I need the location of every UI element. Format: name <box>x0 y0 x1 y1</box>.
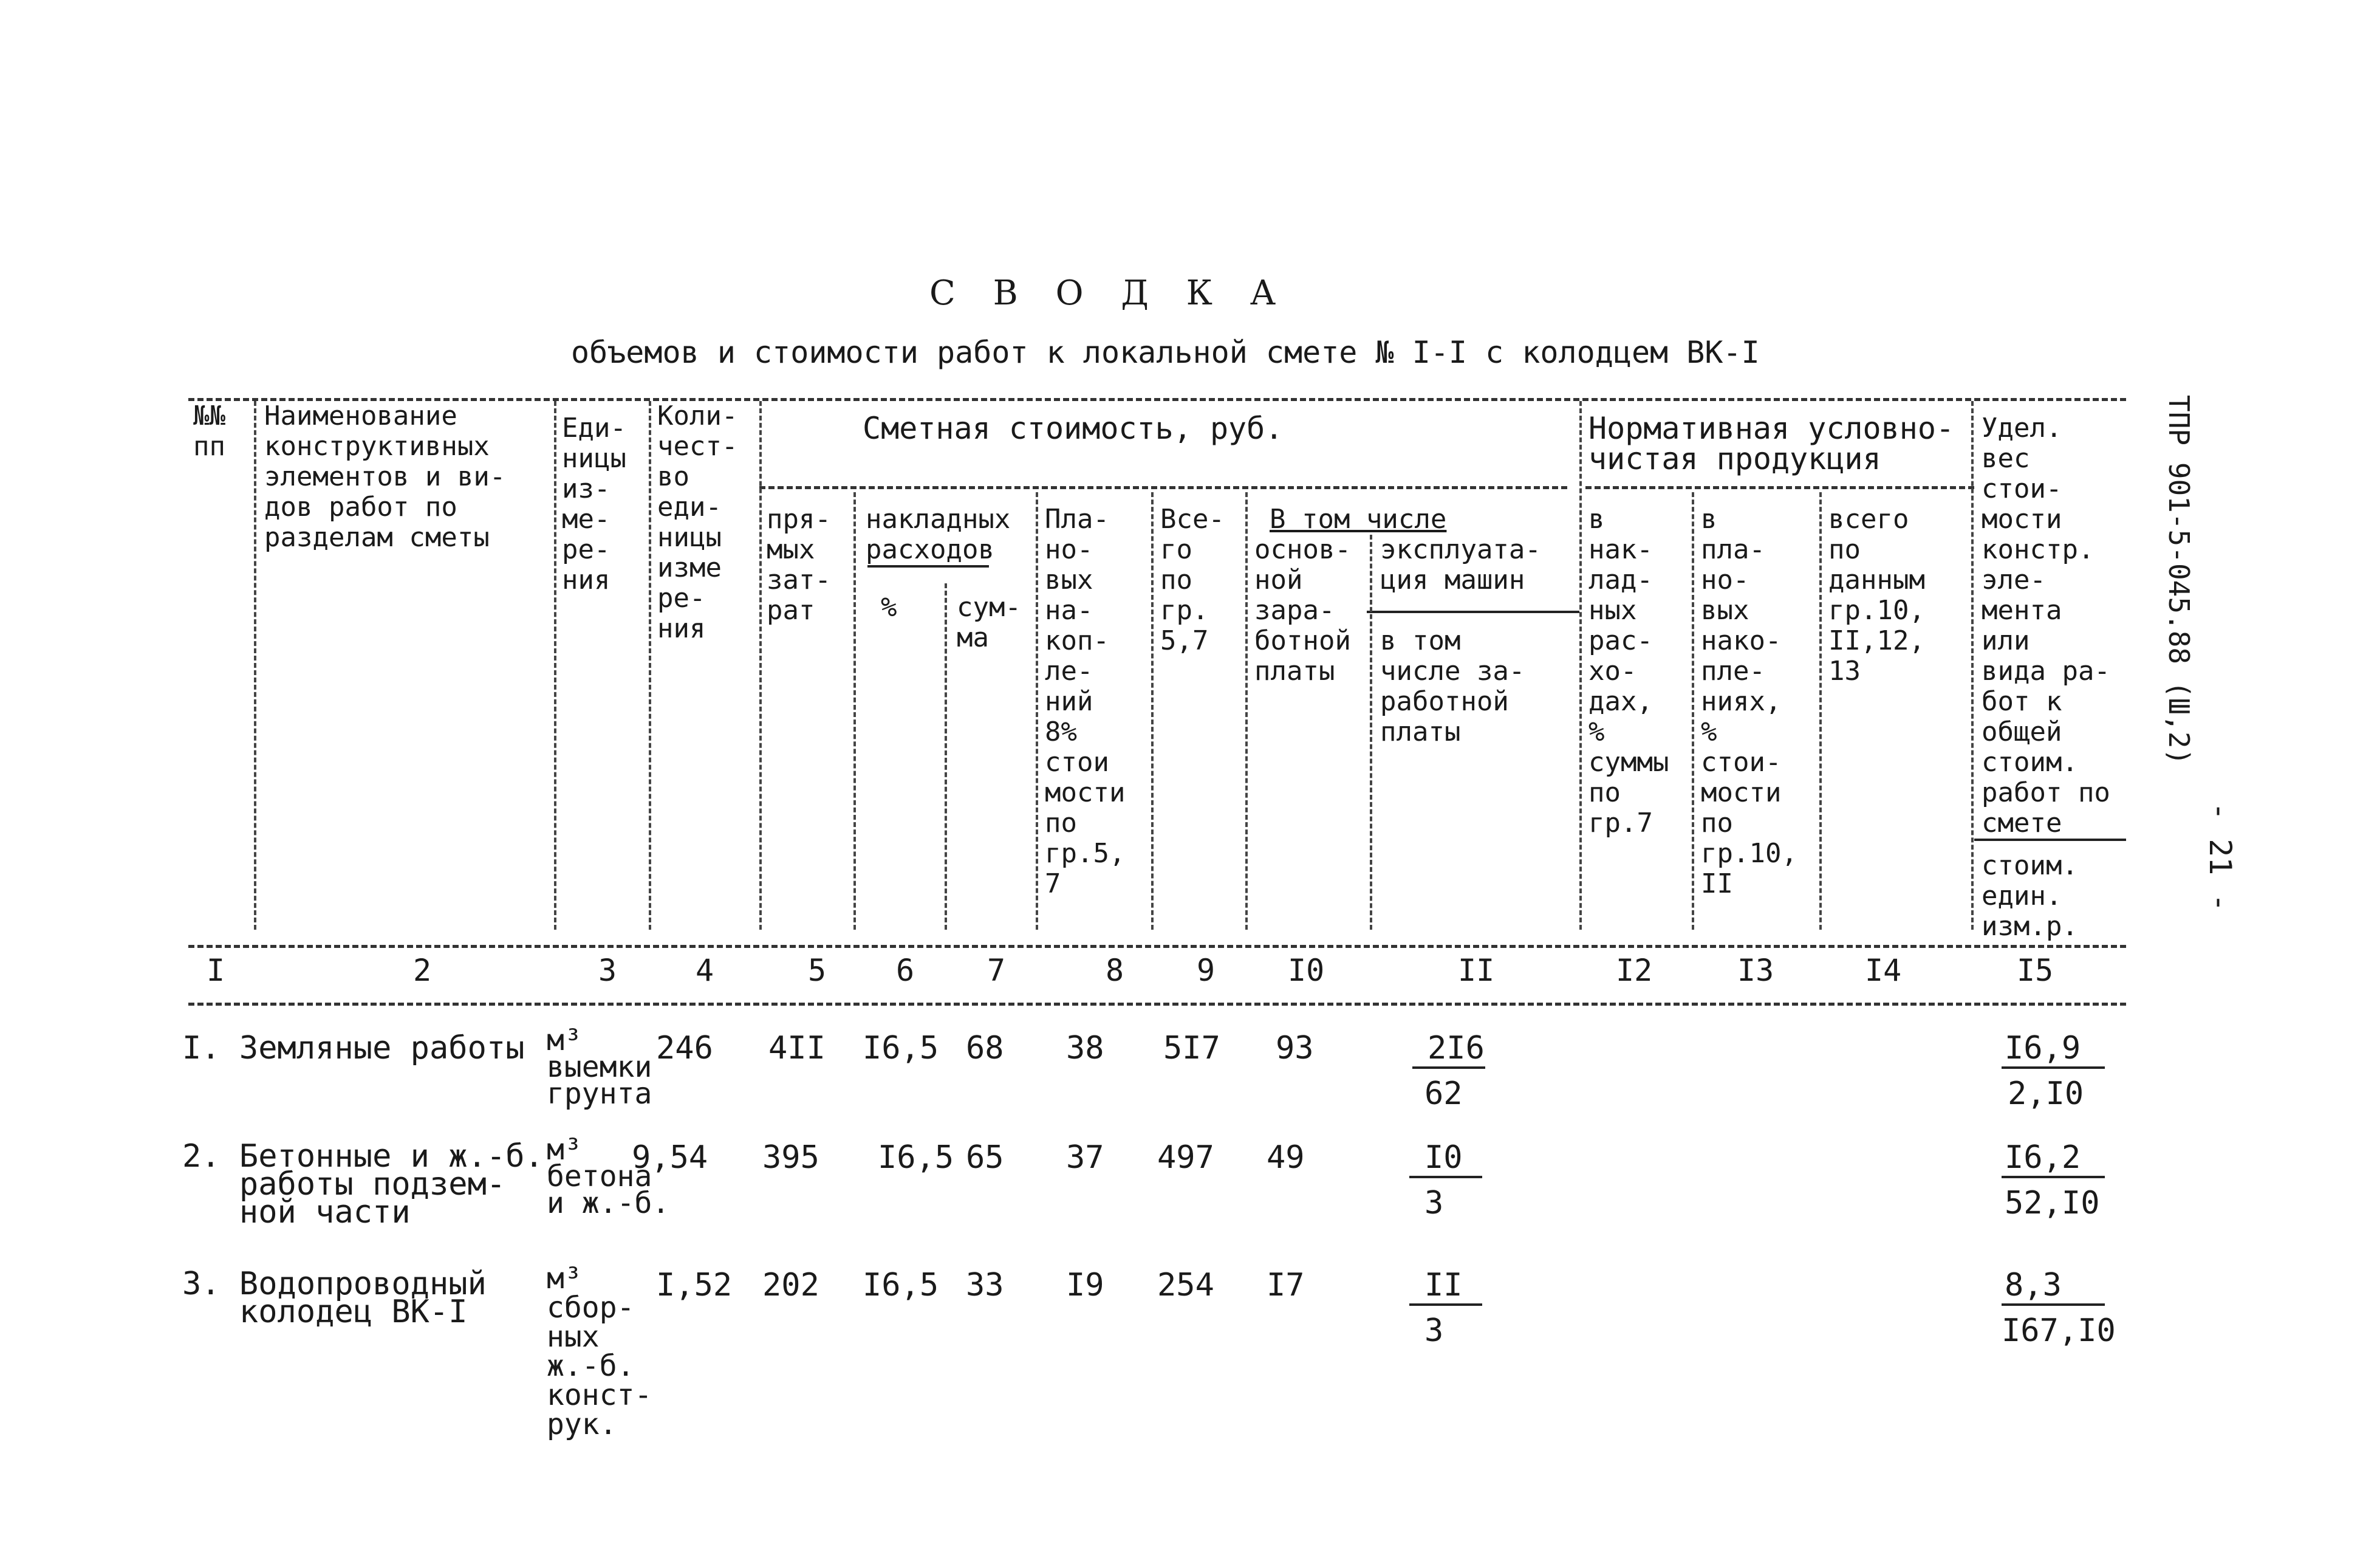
column-number: 7 <box>987 953 1006 988</box>
divider-2 <box>554 401 556 930</box>
row-1-planned: 38 <box>1066 1030 1104 1066</box>
row-3-overhead-pct: I6,5 <box>863 1267 939 1303</box>
header-name: Наименование конструктивных элементов и ви- дов работ по разделам сметы <box>264 400 506 553</box>
row-1-overhead-pct: I6,5 <box>863 1030 939 1066</box>
row-3-machines: II <box>1424 1267 1463 1303</box>
row-2-wages: 49 <box>1267 1139 1305 1176</box>
machines-underline <box>1367 611 1579 613</box>
row-2-overhead-sum: 65 <box>966 1139 1004 1176</box>
header-overhead: накладных расходов <box>866 504 1011 565</box>
row-3-total: 254 <box>1157 1267 1214 1303</box>
column-number: 4 <box>696 953 714 988</box>
row-3-unit: м³ сбор- ных ж.-б. конст- рук. <box>547 1261 652 1441</box>
row-2-share-fraction-line <box>2002 1176 2105 1178</box>
row-1-total: 5I7 <box>1163 1030 1220 1066</box>
row-3-share: 8,3 <box>2005 1267 2062 1303</box>
header-quantity: Коли- чест- во еди- ницы изме ре- ния <box>657 400 738 644</box>
row-3-planned: I9 <box>1066 1267 1104 1303</box>
row-2-planned: 37 <box>1066 1139 1104 1176</box>
header-estimated-cost: Сметная стоимость, руб. <box>863 411 1284 446</box>
row-2-overhead-pct: I6,5 <box>878 1139 954 1176</box>
divider-3 <box>649 401 651 930</box>
share-underline <box>1974 839 2126 841</box>
header-including: В том числе <box>1270 504 1447 535</box>
divider-9 <box>1245 492 1248 930</box>
divider-10 <box>1370 535 1372 930</box>
divider-6 <box>945 583 947 930</box>
row-3-wages: I7 <box>1267 1267 1305 1303</box>
divider-1 <box>254 401 256 930</box>
document-subtitle: объемов и стоимости работ к локальной смете № I-I с колодцем ВК-I <box>571 335 1760 370</box>
header-number: №№ пп <box>193 400 225 462</box>
header-norm-planned: в пла- но- вых нако- пле- ниях, % стои- мости по гр.10, II <box>1701 504 1797 899</box>
column-number: II <box>1458 953 1495 988</box>
row-3-direct: 202 <box>762 1267 819 1303</box>
column-number: I0 <box>1288 953 1325 988</box>
row-3-share-fraction-line <box>2002 1303 2105 1306</box>
header-share: Удел. вес стои- мости констр. эле- мента или вида ра- бот к общей стоим. работ по смете <box>1982 413 2110 839</box>
column-number: I3 <box>1737 953 1774 988</box>
column-number: I5 <box>2017 953 2054 988</box>
column-number: 6 <box>896 953 915 988</box>
row-1-name: I. Земляные работы <box>182 1030 525 1066</box>
row-2-direct: 395 <box>762 1139 819 1176</box>
column-number: 9 <box>1197 953 1216 988</box>
row-3-unit-cost: I67,I0 <box>2002 1313 2116 1349</box>
row-1-wages: 93 <box>1276 1030 1314 1066</box>
page-number: - 21 - <box>2203 802 2238 912</box>
column-numbers-rule <box>188 1003 2126 1006</box>
header-normative-product: Нормативная условно- чистая продукция <box>1588 411 1955 476</box>
row-3-qty: I,52 <box>656 1267 733 1303</box>
side-code: ТПР 901-5-045.88 (Ш,2) <box>2163 395 2195 766</box>
row-1-unit: м³ выемки грунта <box>547 1023 652 1111</box>
row-3-machines-fraction-line <box>1409 1303 1482 1306</box>
header-total: Все- го по гр. 5,7 <box>1160 504 1225 656</box>
row-2-unit: м³ бетона и ж.-б. <box>547 1133 670 1220</box>
header-overhead-percent: % <box>881 592 897 623</box>
header-norm-total: всего по данным гр.10, II,12, 13 <box>1828 504 1925 687</box>
row-3-name: 3. Водопроводный колодец ВК-I <box>182 1266 487 1330</box>
row-2-machines-fraction-line <box>1409 1176 1482 1178</box>
header-overhead-sum: сум- ма <box>957 592 1021 653</box>
divider-4 <box>759 401 762 930</box>
header-unit: Еди- ницы из- ме- ре- ния <box>562 413 626 595</box>
divider-11 <box>1579 401 1582 930</box>
row-2-machines-wages: 3 <box>1424 1185 1444 1221</box>
document-title: С В О Д К А <box>929 273 1290 313</box>
column-number: 5 <box>808 953 827 988</box>
row-1-machines-wages: 62 <box>1424 1076 1463 1112</box>
cost-subheader-rule <box>759 486 1567 489</box>
header-bottom-rule <box>188 945 2126 948</box>
row-2-name: 2. Бетонные и ж.-б. работы подзем- ной части <box>182 1138 544 1230</box>
header-machine-wages: в том числе за- работной платы <box>1380 625 1525 747</box>
divider-5 <box>853 492 856 930</box>
row-3-machines-wages: 3 <box>1424 1313 1444 1349</box>
row-2-total: 497 <box>1157 1139 1214 1176</box>
divider-14 <box>1971 401 1974 930</box>
row-1-unit-cost: 2,I0 <box>2008 1076 2084 1112</box>
row-1-overhead-sum: 68 <box>966 1030 1004 1066</box>
row-1-machines: 2I6 <box>1428 1030 1485 1066</box>
header-unit-cost: стоим. един. изм.р. <box>1982 850 2078 942</box>
header-basic-wages: основ- ной зара- ботной платы <box>1254 534 1351 687</box>
row-1-share-fraction-line <box>2002 1066 2105 1069</box>
column-number: 2 <box>413 953 432 988</box>
row-1-machines-fraction-line <box>1412 1066 1485 1069</box>
column-number: I <box>207 953 225 988</box>
row-1-qty: 246 <box>656 1030 713 1066</box>
column-number: 3 <box>598 953 617 988</box>
column-number: I4 <box>1865 953 1902 988</box>
row-1-direct: 4II <box>768 1030 826 1066</box>
row-2-qty: 9,54 <box>632 1139 708 1176</box>
divider-8 <box>1151 492 1154 930</box>
row-2-share: I6,2 <box>2005 1139 2081 1176</box>
header-direct-costs: пря- мых зат- рат <box>767 504 831 626</box>
header-planned-savings: Пла- но- вых на- коп- ле- ний 8% стои мости по гр.5, 7 <box>1045 504 1126 899</box>
header-norm-overhead: в нак- лад- ных рас- хо- дах, % суммы по гр.7 <box>1588 504 1669 839</box>
column-number: I2 <box>1616 953 1653 988</box>
norm-subheader-rule <box>1585 486 1974 489</box>
header-machine-operation: эксплуата- ция машин <box>1380 534 1541 595</box>
column-number: 8 <box>1106 953 1124 988</box>
divider-7 <box>1036 492 1038 930</box>
row-2-machines: I0 <box>1424 1139 1463 1176</box>
divider-13 <box>1819 492 1822 930</box>
divider-12 <box>1692 492 1694 930</box>
row-2-unit-cost: 52,I0 <box>2005 1185 2100 1221</box>
row-3-overhead-sum: 33 <box>966 1267 1004 1303</box>
row-1-share: I6,9 <box>2005 1030 2081 1066</box>
overhead-underline <box>867 565 989 568</box>
